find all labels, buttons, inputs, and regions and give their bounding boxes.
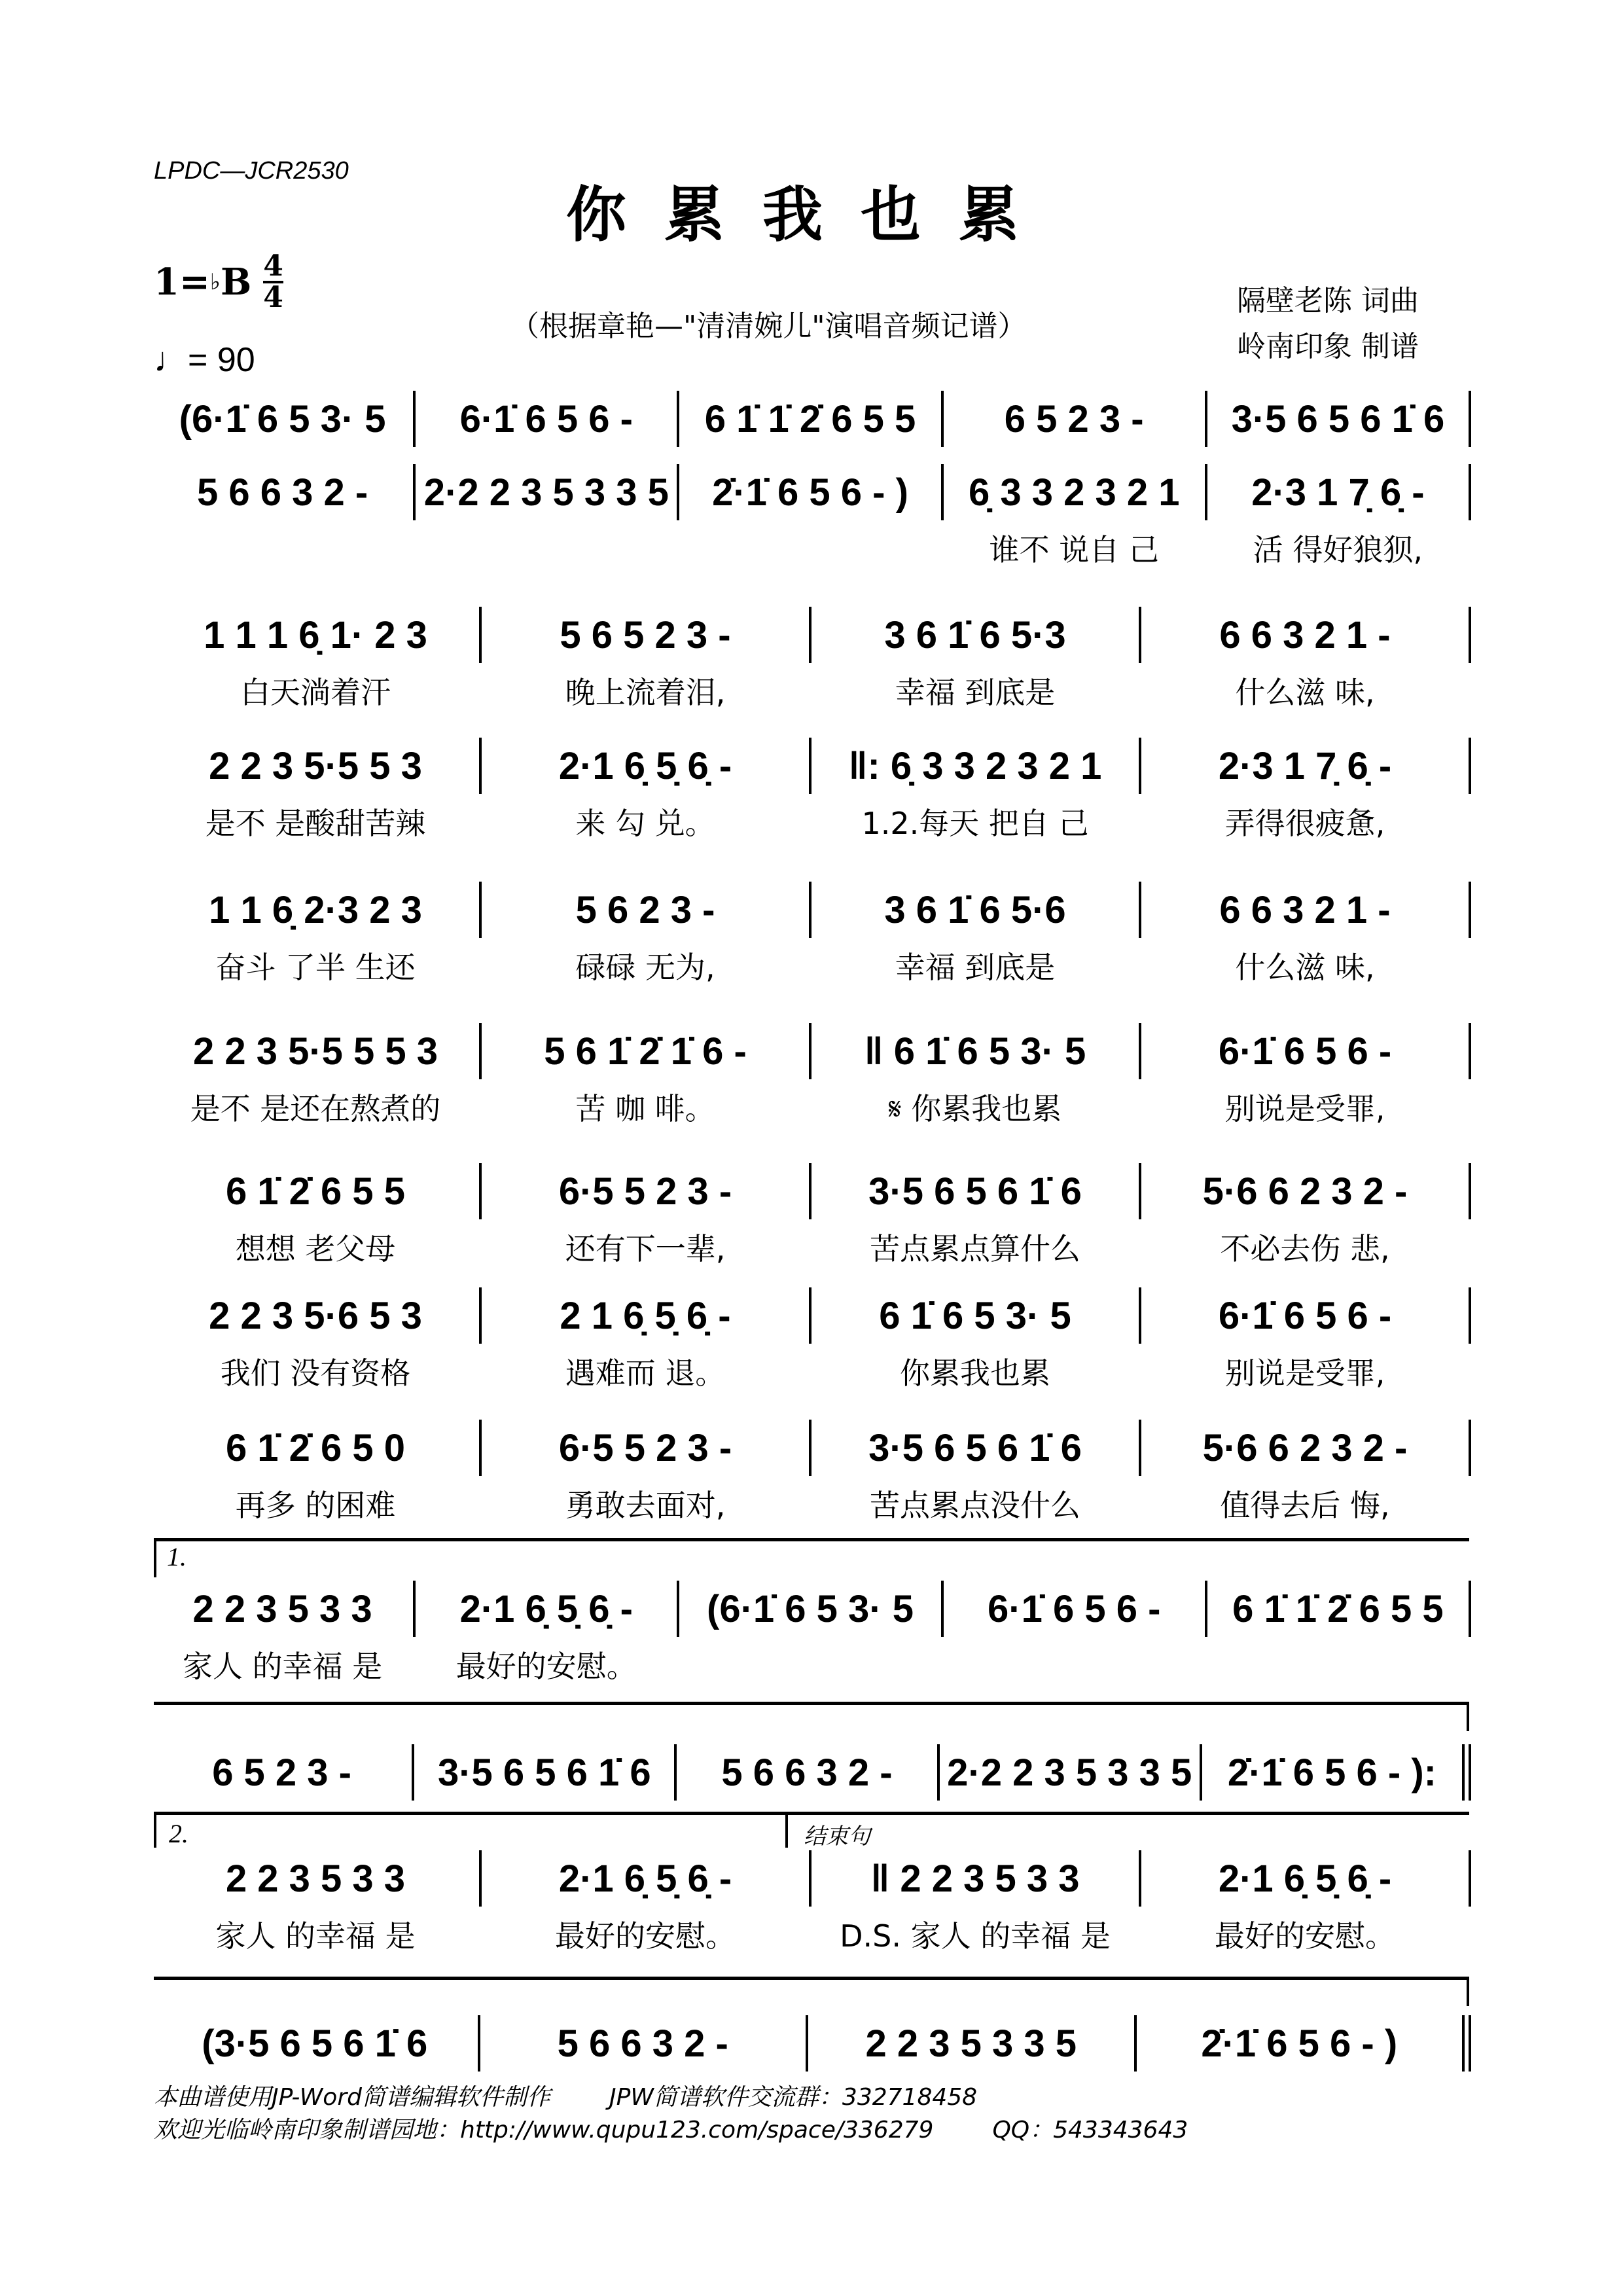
lyric-measure: 是不 是还在熬煮的	[190, 1091, 441, 1126]
lyric-measure: 勇敢去面对,	[565, 1488, 726, 1523]
lyric-gap	[1469, 1912, 1471, 1956]
source-note: （根据章艳—"清清婉儿"演唱音频记谱）	[510, 310, 1027, 343]
lyrics-line	[152, 1643, 1471, 1686]
measure: 6·1̇ 6 5 6 -	[1218, 1294, 1392, 1337]
notes-line	[152, 2017, 1471, 2070]
time-signature	[263, 249, 283, 314]
lyric-measure	[416, 526, 677, 569]
lyric-measure	[1207, 1643, 1469, 1686]
score-system	[152, 1025, 1471, 1128]
lyric-measure: 家人 的幸福 是	[215, 1918, 416, 1954]
measure: 5 6 2 3 -	[575, 888, 715, 931]
measure: 2 2 3 5·5 5 3	[209, 744, 422, 787]
barline	[1462, 1744, 1471, 1801]
score-system	[152, 609, 1471, 712]
lyric-measure: 你累我也累	[900, 1355, 1050, 1391]
lyric-measure: 最好的安慰。	[555, 1918, 736, 1954]
coda-edge	[785, 1812, 788, 1848]
barline	[1462, 2015, 1471, 2072]
notes-line	[152, 740, 1471, 792]
lyrics-line	[152, 800, 1471, 843]
lyric-gap	[1469, 944, 1471, 987]
measure: 3 6 1̇ 6 5·6	[884, 888, 1066, 931]
lyric-measure	[152, 526, 413, 569]
lyric-measure: 幸福 到底是	[895, 675, 1056, 710]
score-system	[152, 884, 1471, 987]
lyric-measure	[944, 1643, 1205, 1686]
time-top: 4	[263, 249, 283, 283]
footer-software: 本曲谱使用JP-Word简谱编辑软件制作	[154, 2084, 550, 2111]
lyric-measure: 活 得好狼狈,	[1253, 532, 1423, 567]
key-prefix: 1=	[154, 260, 210, 304]
barline	[1469, 1163, 1471, 1219]
lyrics-line	[152, 526, 1471, 569]
measure: 6 1̇ 1̇ 2̇ 6 5 5	[704, 397, 916, 440]
lyric-measure: 苦 咖 啡。	[575, 1091, 715, 1126]
lyric-measure: 家人 的幸福 是	[182, 1649, 383, 1684]
measure: 2 2 3 5 3 3	[192, 1587, 372, 1630]
lyrics-line	[152, 1350, 1471, 1393]
footer-qq: QQ：543343643	[992, 2117, 1188, 2144]
coda-end	[1467, 1977, 1469, 2006]
measure: 2·2 2 3 5 3 3 5	[423, 471, 669, 514]
lyric-measure: 想想 老父母	[235, 1231, 396, 1266]
notes-line	[152, 884, 1471, 936]
barline	[1469, 1850, 1471, 1907]
footer	[154, 2081, 1247, 2147]
measure: 2·2 2 3 5 3 3 5	[947, 1751, 1192, 1794]
score-system	[152, 393, 1471, 453]
footer-website[interactable]: 欢迎光临岭南印象制谱园地：http://www.qupu123.com/space/336279	[154, 2117, 934, 2144]
lyric-measure: 什么滋 味,	[1235, 950, 1375, 985]
measure: 2 2 3 5 3 3	[225, 1857, 406, 1900]
tempo-mark: ♩= 90	[154, 341, 255, 379]
measure: ‖ 6 1̇ 6 5 3· 5	[864, 1030, 1086, 1073]
measure: 3·5 6 5 6 1̇ 6	[868, 1426, 1082, 1469]
measure: 2·3 1 7̣ 6̣ -	[1218, 744, 1392, 787]
volta-2-label: 2.	[169, 1819, 188, 1848]
lyric-measure: 别说是受罪,	[1224, 1355, 1385, 1391]
notes-line	[152, 1422, 1471, 1474]
lyric-gap	[1469, 1225, 1471, 1268]
measure: 1 1 6̣ 2·3 2 3	[209, 888, 422, 931]
score-system	[152, 1746, 1471, 1806]
measure: 1 1 1 6̣ 1· 2 3	[204, 613, 427, 656]
lyric-measure	[679, 1643, 940, 1686]
barline	[1469, 1581, 1471, 1637]
measure: 3·5 6 5 6 1̇ 6	[868, 1170, 1082, 1213]
lyric-measure: 𝄋 你累我也累	[888, 1091, 1062, 1126]
measure: 2 2 3 5·5 5 5 3	[192, 1030, 438, 1073]
barline	[1469, 1420, 1471, 1476]
volta-1-label: 1.	[167, 1542, 187, 1571]
lyric-measure: 是不 是酸甜苦辣	[205, 806, 426, 841]
measure: 2·1 6̣ 5̣ 6̣ -	[558, 744, 732, 787]
measure: 2 2 3 5 3 3 5	[865, 2022, 1077, 2065]
volta-1-end	[1467, 1702, 1469, 1731]
score-system	[152, 1852, 1471, 1956]
key-signature	[154, 249, 283, 314]
measure: 3 6 1̇ 6 5·3	[884, 613, 1066, 656]
measure: 5 6 5 2 3 -	[560, 613, 731, 656]
volta-2-edge	[154, 1812, 156, 1848]
lyric-measure: 晚上流着泪,	[565, 675, 726, 710]
lyric-gap	[1469, 800, 1471, 843]
measure: 6 1̇ 2̇ 6 5 5	[225, 1170, 406, 1213]
lyric-gap	[1469, 1350, 1471, 1393]
volta-1-continue-line	[154, 1702, 1469, 1705]
measure: 3·5 6 5 6 1̇ 6	[1231, 397, 1445, 440]
lyric-measure	[679, 526, 940, 569]
score-system	[152, 1165, 1471, 1268]
lyric-gap	[1469, 669, 1471, 712]
measure: 6·5 5 2 3 -	[558, 1170, 732, 1213]
measure: 2·3 1 7̣ 6̣ -	[1251, 471, 1425, 514]
lyric-measure: 最好的安慰。	[1215, 1918, 1395, 1954]
lyric-measure: 还有下一辈,	[565, 1231, 726, 1266]
barline	[1469, 464, 1471, 520]
measure: 5·6 6 2 3 2 -	[1202, 1426, 1408, 1469]
lyric-gap	[1469, 1643, 1471, 1686]
lyrics-line	[152, 1225, 1471, 1268]
measure: ‖ 2 2 3 5 3 3	[870, 1857, 1080, 1900]
volta-1-line	[154, 1538, 1469, 1541]
notes-line	[152, 393, 1471, 445]
lyric-measure: 来 勾 兑。	[575, 806, 715, 841]
notes-line	[152, 609, 1471, 661]
lyric-gap	[1469, 1482, 1471, 1525]
coda-label: 结束句	[804, 1823, 870, 1850]
measure: 6·1̇ 6 5 6 -	[1218, 1030, 1392, 1073]
lyric-measure: 不必去伤 悲,	[1220, 1231, 1390, 1266]
score-code: LPDC—JCR2530	[154, 157, 349, 185]
lyric-measure: 白天淌着汗	[240, 675, 391, 710]
measure: ‖: 6̣ 3 3 2 3 2 1	[848, 744, 1102, 787]
score-system	[152, 1289, 1471, 1393]
song-title: 你累我也累	[565, 179, 1057, 250]
lyric-measure: 值得去后 悔,	[1220, 1488, 1390, 1523]
lyric-measure: 别说是受罪,	[1224, 1091, 1385, 1126]
measure: 6 6 3 2 1 -	[1219, 613, 1391, 656]
flat-sign: ♭	[209, 269, 221, 295]
measure: 2̇·1̇ 6 5 6 - )	[712, 471, 908, 514]
lyrics-line	[152, 1085, 1471, 1128]
notes-line	[152, 1746, 1471, 1799]
notes-line	[152, 1165, 1471, 1217]
volta-2-line	[154, 1812, 1469, 1815]
measure: 6 6 3 2 1 -	[1219, 888, 1391, 931]
lyric-measure: 碌碌 无为,	[575, 950, 715, 985]
score-system	[152, 1422, 1471, 1525]
measure: (6·1̇ 6 5 3· 5	[179, 397, 386, 440]
measure: 5 6 6 3 2 -	[721, 1751, 893, 1794]
lyricist-composer: 隔壁老陈 词曲	[1237, 284, 1419, 317]
lyric-measure: 幸福 到底是	[895, 950, 1056, 985]
score-system	[152, 1583, 1471, 1686]
measure: 2̇·1̇ 6 5 6 - ):	[1227, 1751, 1436, 1794]
notes-line	[152, 466, 1471, 518]
lyric-measure: 我们 没有资格	[220, 1355, 411, 1391]
lyric-measure: 什么滋 味,	[1235, 675, 1375, 710]
measure: (6·1̇ 6 5 3· 5	[707, 1587, 914, 1630]
measure: 6 5 2 3 -	[212, 1751, 351, 1794]
lyric-measure: 再多 的困难	[235, 1488, 396, 1523]
measure: 5 6 1̇ 2̇ 1̇ 6 -	[544, 1030, 747, 1073]
measure: 6 1̇ 2̇ 6 5 0	[225, 1426, 406, 1469]
score-system	[152, 466, 1471, 569]
barline	[1469, 1287, 1471, 1344]
barline	[1469, 738, 1471, 794]
time-bottom: 4	[263, 281, 283, 314]
score-system	[152, 740, 1471, 843]
lyric-measure: 1.2.每天 把自 己	[861, 806, 1089, 841]
measure: 6̣ 3 3 2 3 2 1	[968, 471, 1180, 514]
measure: 2·1 6̣ 5̣ 6̣ -	[459, 1587, 633, 1630]
volta-1-edge	[154, 1538, 156, 1577]
measure: 6·5 5 2 3 -	[558, 1426, 732, 1469]
measure: 6 1̇ 1̇ 2̇ 6 5 5	[1232, 1587, 1444, 1630]
lyric-measure: 谁不 说自 己	[989, 532, 1159, 567]
lyrics-line	[152, 1912, 1471, 1956]
measure: 3·5 6 5 6 1̇ 6	[437, 1751, 651, 1794]
credits	[1237, 278, 1419, 370]
measure: 5 6 6 3 2 -	[197, 471, 368, 514]
notes-line	[152, 1583, 1471, 1635]
barline	[1469, 882, 1471, 938]
footer-group: JPW简谱软件交流群：332718458	[609, 2084, 978, 2111]
notes-line	[152, 1025, 1471, 1077]
notes-line	[152, 1852, 1471, 1905]
measure: (3·5 6 5 6 1̇ 6	[202, 2022, 428, 2065]
lyric-measure: 苦点累点算什么	[870, 1231, 1080, 1266]
measure: 2·1 6̣ 5̣ 6̣ -	[558, 1857, 732, 1900]
measure: 2 1 6̣ 5̣ 6̣ -	[560, 1294, 731, 1337]
measure: 5·6 6 2 3 2 -	[1202, 1170, 1408, 1213]
coda-continue-line	[154, 1977, 1469, 1980]
notes-line	[152, 1289, 1471, 1342]
barline	[1469, 391, 1471, 447]
score-system	[152, 2017, 1471, 2077]
key-note: B	[220, 260, 252, 304]
lyric-gap	[1469, 1085, 1471, 1128]
barline	[1469, 1023, 1471, 1079]
lyric-gap	[1469, 526, 1471, 569]
measure: 5 6 6 3 2 -	[557, 2022, 728, 2065]
lyrics-line	[152, 1482, 1471, 1525]
arranger: 岭南印象 制谱	[1237, 330, 1419, 363]
measure: 2 2 3 5·6 5 3	[209, 1294, 422, 1337]
lyric-measure: 最好的安慰。	[455, 1649, 637, 1684]
lyric-measure: 遇难而 退。	[565, 1355, 726, 1391]
measure: 2̇·1̇ 6 5 6 - )	[1201, 2022, 1398, 2065]
lyrics-line	[152, 669, 1471, 712]
measure: 6·1̇ 6 5 6 -	[988, 1587, 1161, 1630]
lyric-measure: 苦点累点没什么	[870, 1488, 1080, 1523]
measure: 2·1 6̣ 5̣ 6̣ -	[1218, 1857, 1392, 1900]
lyric-measure: D.S. 家人 的幸福 是	[840, 1918, 1111, 1954]
barline	[1469, 607, 1471, 663]
lyric-measure: 奋斗 了半 生还	[215, 950, 416, 985]
measure: 6 1̇ 6 5 3· 5	[879, 1294, 1071, 1337]
measure: 6·1̇ 6 5 6 -	[459, 397, 633, 440]
measure: 6 5 2 3 -	[1004, 397, 1144, 440]
lyric-measure: 弄得很疲惫,	[1224, 806, 1385, 841]
lyrics-line	[152, 944, 1471, 987]
